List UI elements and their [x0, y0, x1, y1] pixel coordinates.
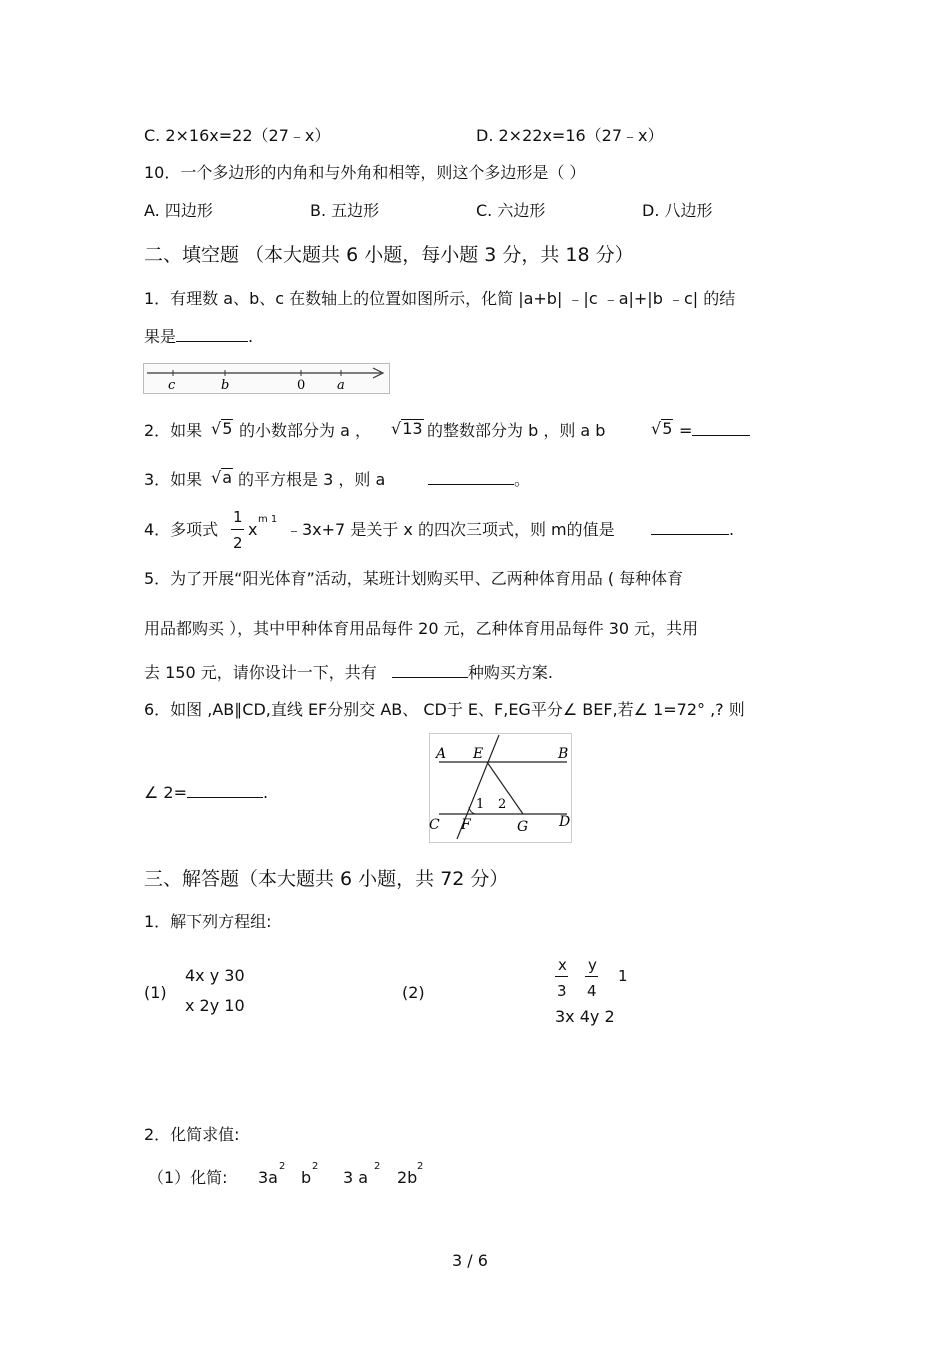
answer-blank	[187, 783, 263, 798]
radicand: a	[222, 468, 233, 487]
s2-q2-mid2: 的整数部分为 b ，则 a b	[427, 421, 606, 440]
s3-q1-title: 1．解下列方程组:	[144, 912, 272, 931]
expr-2b: 2b	[397, 1168, 418, 1187]
s3-q1-p2-den3: 3	[557, 982, 567, 1000]
s3-q1-p2-eq2: 3x 4y 2	[555, 1007, 615, 1026]
s3-q1-p1-eq2: x 2y 10	[185, 996, 245, 1015]
q10-option-a: A. 四边形	[144, 201, 213, 220]
q10-option-d: D. 八边形	[642, 201, 713, 220]
expr-3a-2: 3 a	[343, 1168, 369, 1187]
frac-denominator: 2	[233, 534, 243, 552]
answer-blank	[392, 663, 468, 678]
s3-q1-part1-label: (1)	[144, 983, 167, 1002]
fig-label-G: G	[517, 819, 529, 835]
fraction-bar	[585, 976, 598, 977]
expr-3a: 3a	[258, 1168, 278, 1187]
answer-blank	[651, 520, 729, 535]
s2-q2-mid1: 的小数部分为 a ，	[239, 421, 371, 440]
sqrt-5-a: √5	[211, 419, 233, 438]
s3-q1-p2-den4: 4	[587, 982, 597, 1000]
numberline-label-0: 0	[297, 378, 306, 393]
equals-sign: =	[679, 421, 693, 440]
q10-option-b: B. 五边形	[310, 201, 380, 220]
numberline-label-c: c	[168, 378, 176, 393]
expr-exp: 2	[374, 1161, 381, 1172]
expr-exp: 2	[279, 1161, 286, 1172]
s2-q1-line2-suffix: .	[248, 327, 254, 346]
fig-label-A: A	[436, 746, 447, 762]
s2-q2-suffix	[679, 421, 750, 441]
answer-blank	[428, 470, 514, 485]
s2-q1-line2-prefix: 果是	[144, 327, 177, 346]
expr-b: b	[301, 1168, 312, 1187]
s2-q6-line2-suffix: .	[263, 783, 269, 802]
s3-q1-p2-rhs: 1	[618, 967, 628, 985]
s2-q3-answer	[428, 470, 530, 490]
s2-q4-exponent: m 1	[258, 514, 278, 525]
q10-text: 10．一个多边形的内角和与外角和相等，则这个多边形是（ ）	[144, 163, 586, 182]
frac-numerator: 1	[233, 508, 243, 526]
fig-label-C: C	[429, 817, 440, 833]
s2-q5-line3	[144, 663, 553, 683]
fraction-bar	[555, 976, 568, 977]
radicand: 13	[402, 419, 423, 438]
fig-label-F: F	[461, 817, 471, 833]
numberline-label-a: a	[337, 378, 345, 393]
period: .	[729, 520, 735, 539]
fig-label-E: E	[473, 746, 484, 762]
radicand: 5	[222, 419, 233, 438]
s2-q4-suffix: ﹣3x+7 是关于 x 的四次三项式，则 m的值是	[286, 520, 615, 539]
s3-q1-p2-y: y	[588, 956, 597, 974]
expr-exp: 2	[312, 1161, 319, 1172]
sqrt-a: √a	[211, 468, 233, 487]
s2-q3-prefix: 3．如果	[144, 470, 203, 489]
fig-angle-2: 2	[498, 797, 507, 812]
sqrt-5-b: √5	[651, 419, 673, 438]
answer-blank	[692, 421, 750, 436]
s2-q6-line1: 6．如图 ,AB∥CD,直线 EF分别交 AB、 CD于 E、F,EG平分∠ BEF,若∠ 1=72° ,? 则	[144, 700, 745, 719]
fig-label-B: B	[558, 746, 569, 762]
s2-q4-prefix: 4．多项式	[144, 520, 219, 539]
q10-option-c: C. 六边形	[476, 201, 546, 220]
s3-q1-p2-x: x	[558, 956, 567, 974]
radicand: 5	[662, 419, 673, 438]
s2-q1-line2	[144, 327, 253, 347]
expr-exp: 2	[417, 1161, 424, 1172]
section2-heading: 二、填空题 （本大题共 6 小题，每小题 3 分，共 18 分）	[144, 244, 634, 266]
s3-q1-part2-label: (2)	[402, 983, 425, 1002]
s2-q5-line1: 5．为了开展“阳光体育”活动，某班计划购买甲、乙两种体育用品 ( 每种体育	[144, 569, 684, 588]
s2-q5-line3-prefix: 去 150 元，请你设计一下，共有	[144, 663, 377, 682]
answer-blank	[176, 327, 248, 342]
s2-q4-x: x	[248, 520, 258, 539]
s2-q2-prefix: 2．如果	[144, 421, 203, 440]
fraction-bar	[231, 529, 244, 530]
numberline-label-b: b	[221, 378, 230, 393]
number-line-figure	[143, 363, 390, 394]
s2-q6-line2	[144, 783, 268, 803]
s2-q6-line2-prefix: ∠ 2=	[144, 783, 188, 802]
period: 。	[514, 470, 531, 489]
parallel-lines-figure	[429, 733, 572, 843]
page-number: 3 / 6	[452, 1251, 488, 1270]
s2-q1-line1: 1．有理数 a、b、c 在数轴上的位置如图所示，化简 |a+b| ﹣|c ﹣a|+|b ﹣c| 的结	[144, 289, 736, 308]
s2-q3-mid: 的平方根是 3 ，则 a	[238, 470, 386, 489]
q9-option-c: C. 2×16x=22（27﹣x）	[144, 126, 331, 145]
q9-option-d: D. 2×22x=16（27﹣x）	[476, 126, 664, 145]
s3-q2-title: 2．化简求值:	[144, 1125, 240, 1144]
section3-heading: 三、解答题（本大题共 6 小题，共 72 分）	[144, 868, 509, 890]
fig-angle-1: 1	[476, 797, 485, 812]
s2-q5-line2: 用品都购买 ），其中甲种体育用品每件 20 元，乙种体育用品每件 30 元，共用	[144, 619, 699, 638]
s3-q2-part1-label: （1）化简:	[148, 1168, 228, 1187]
s3-q1-p1-eq1: 4x y 30	[185, 966, 245, 985]
sqrt-13: √13	[391, 419, 423, 438]
fig-label-D: D	[559, 814, 571, 830]
s2-q4-answer	[651, 520, 734, 540]
s2-q5-line3-suffix: 种购买方案.	[467, 663, 553, 682]
